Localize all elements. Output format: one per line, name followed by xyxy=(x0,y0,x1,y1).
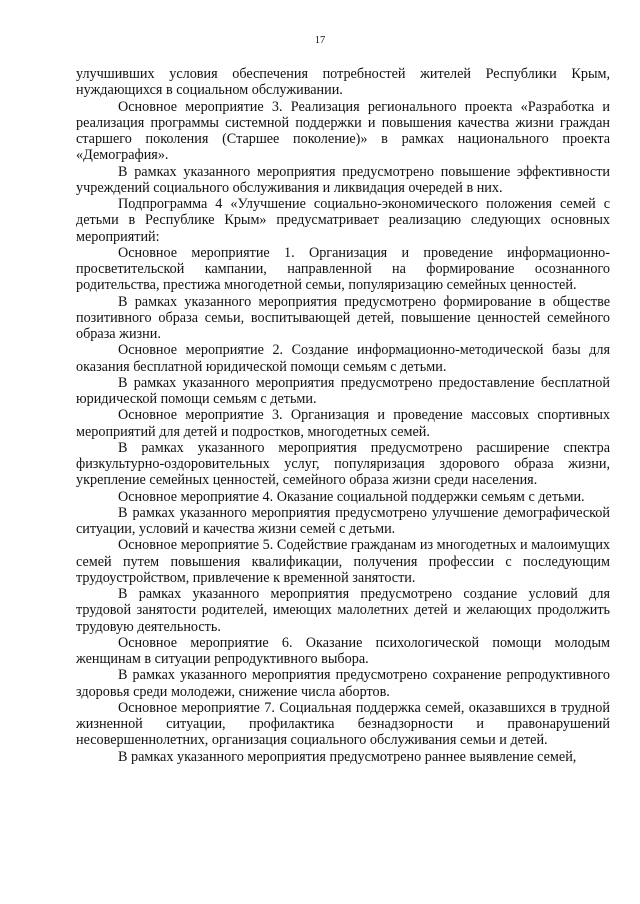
paragraph: В рамках указанного мероприятия предусмотрено улучшение демографической ситуации, условий и качества жизни семей с детьми. xyxy=(76,504,610,537)
paragraph: Основное мероприятие 5. Содействие гражданам из многодетных и малоимущих семей путем повышения квалификации, получения профессии с последующим трудоустройством, привлечение к временной занятости. xyxy=(76,537,610,586)
page-number: 17 xyxy=(314,35,326,46)
paragraph: Основное мероприятие 2. Создание информационно-методической базы для оказания бесплатной юридической помощи семьям с детьми. xyxy=(76,342,610,375)
paragraph: Основное мероприятие 3. Реализация регионального проекта «Разработка и реализация программы системной поддержки и повышения качества жизни граждан старшего поколения (Старшее поколение)» в рамках национального проекта «Демография». xyxy=(76,98,610,164)
paragraph: В рамках указанного мероприятия предусмотрено предоставление бесплатной юридической помощи семьям с детьми. xyxy=(76,374,610,407)
paragraph: В рамках указанного мероприятия предусмотрено повышение эффективности учреждений социального обслуживания и ликвидация очередей в них. xyxy=(76,163,610,196)
paragraph: В рамках указанного мероприятия предусмотрено расширение спектра физкультурно-оздоровительных услуг, популяризация здорового образа жизни, укрепление семейных ценностей, семейного образа жизни среди населения. xyxy=(76,439,610,489)
paragraph: Основное мероприятие 3. Организация и проведение массовых спортивных мероприятий для детей и подростков, многодетных семей. xyxy=(76,407,610,440)
body-text xyxy=(76,66,610,765)
paragraph: В рамках указанного мероприятия предусмотрено формирование в обществе позитивного образа семьи, воспитывающей детей, повышение ценностей семейного образа жизни. xyxy=(76,293,610,342)
paragraph: Основное мероприятие 4. Оказание социальной поддержки семьям с детьми. xyxy=(118,488,585,505)
paragraph: Основное мероприятие 1. Организация и проведение информационно-просветительской кампании, направленной на формирование осознанного родительства, престижа многодетной семьи, популяризацию семейных ценностей. xyxy=(76,244,610,294)
paragraph: Подпрограмма 4 «Улучшение социально-экономического положения семей с детьми в Республике Крым» предусматривает реализацию следующих основных мероприятий: xyxy=(76,196,610,245)
paragraph: В рамках указанного мероприятия предусмотрено создание условий для трудовой занятости родителей, имеющих малолетних детей и желающих продолжить трудовую деятельность. xyxy=(76,586,610,635)
paragraph: Основное мероприятие 6. Оказание психологической помощи молодым женщинам в ситуации репродуктивного выбора. xyxy=(76,634,610,667)
paragraph: улучшивших условия обеспечения потребностей жителей Республики Крым, нуждающихся в социальном обслуживании. xyxy=(76,66,610,99)
paragraph: Основное мероприятие 7. Социальная поддержка семей, оказавшихся в трудной жизненной ситуации, профилактика безнадзорности и правонарушений несовершеннолетних, организация социального обслуживания семьи и детей. xyxy=(76,699,610,749)
paragraph: В рамках указанного мероприятия предусмотрено сохранение репродуктивного здоровья среди молодежи, снижение числа абортов. xyxy=(76,667,610,700)
paragraph: В рамках указанного мероприятия предусмотрено раннее выявление семей, xyxy=(118,748,577,765)
